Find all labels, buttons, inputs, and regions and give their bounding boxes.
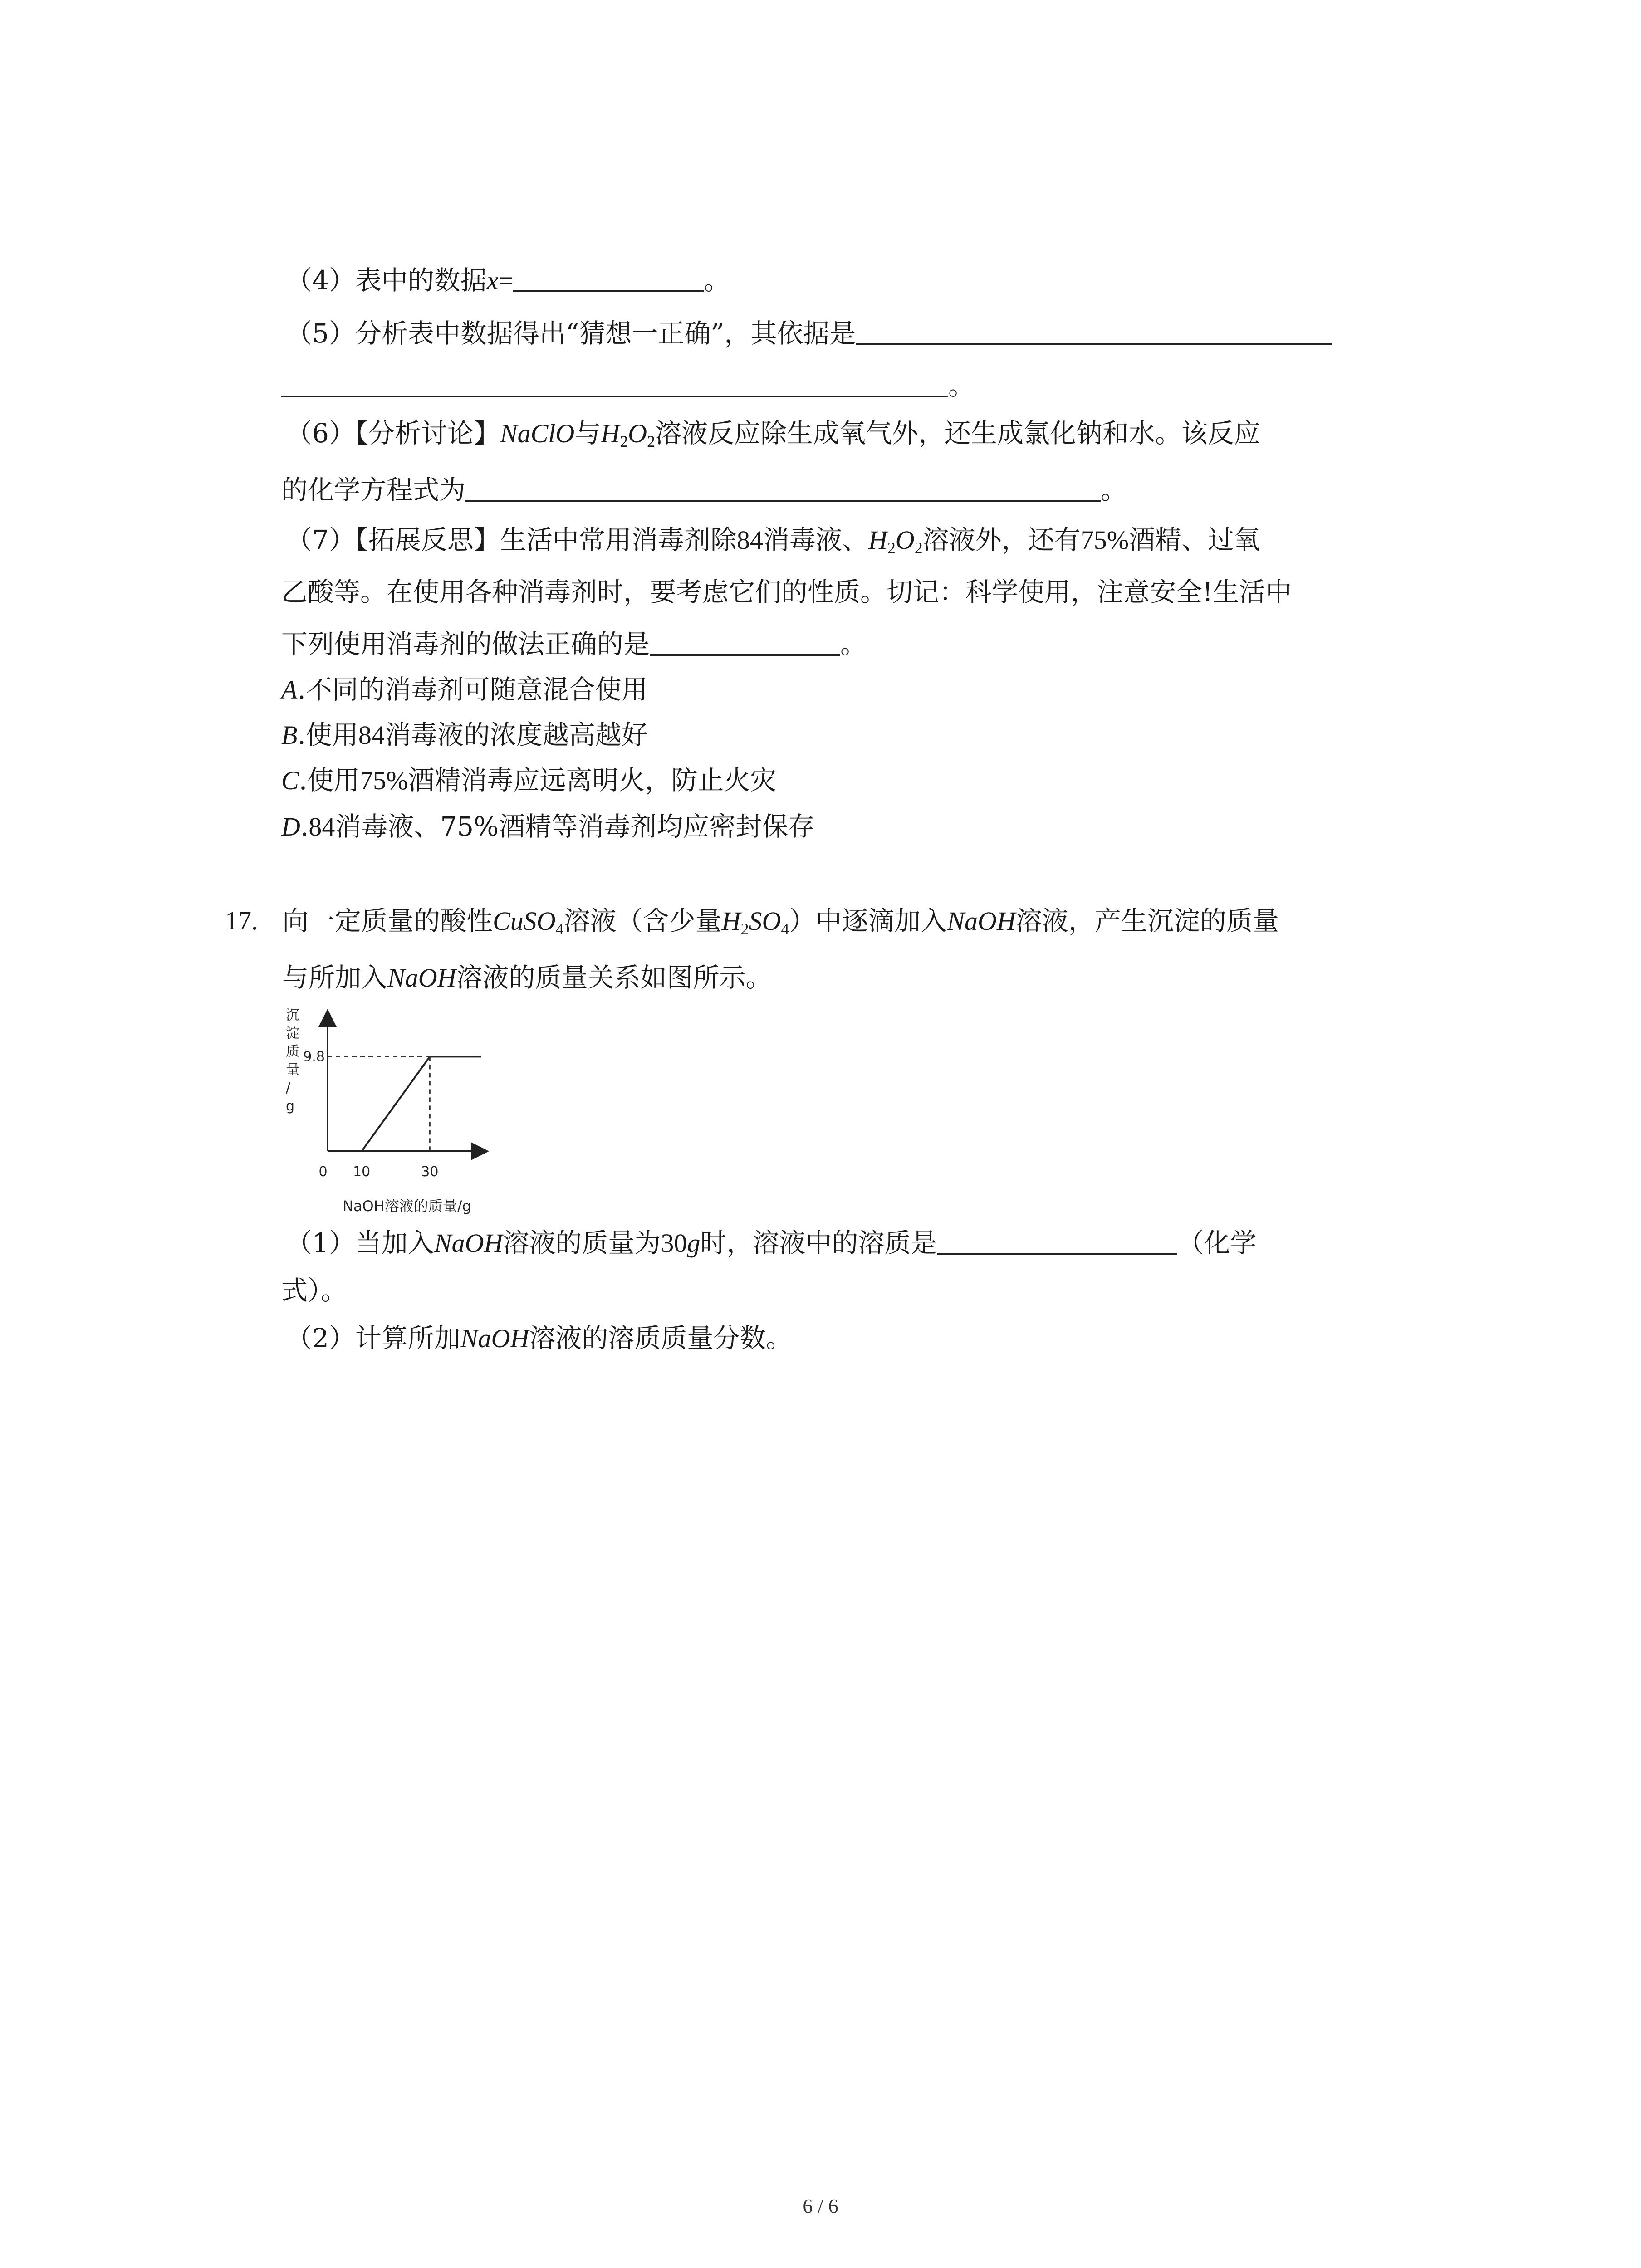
q16-item7-line3: 下列使用消毒剂的做法正确的是 。 bbox=[281, 626, 867, 662]
q16-item5: （5）分析表中数据得出“猜想一正确”，其依据是 bbox=[286, 315, 1332, 352]
option-d: D.84消毒液、75%酒精等消毒剂均应密封保存 bbox=[281, 811, 815, 842]
question-number-17: 17. bbox=[225, 906, 258, 935]
x-tick-label: 0 bbox=[318, 1164, 328, 1180]
q16-item5-cont: 。 bbox=[281, 367, 975, 404]
x-axis-label: NaOH溶液的质量/g bbox=[343, 1198, 471, 1215]
q16-item6-line2: 的化学方程式为 。 bbox=[281, 472, 1127, 508]
answer-blank-5a[interactable] bbox=[856, 315, 1332, 345]
q17-sub2: （2）计算所加NaOH溶液的溶质质量分数。 bbox=[286, 1323, 793, 1354]
q16-item7: （7）【拓展反思】生活中常用消毒剂除84消毒液、$H_2O_2$溶液外，还有75%酒精、过氧 bbox=[286, 524, 1261, 557]
page-number: 6 / 6 bbox=[803, 2195, 838, 2217]
option-c: C.使用75%酒精消毒应远离明火，防止火灾 bbox=[281, 765, 777, 796]
q16-item7-line2: 乙酸等。在使用各种消毒剂时，要考虑它们的性质。切记：科学使用，注意安全!生活中 bbox=[281, 577, 1292, 607]
option-a: A.不同的消毒剂可随意混合使用 bbox=[281, 674, 648, 705]
answer-blank-7[interactable] bbox=[650, 626, 840, 656]
precipitate-mass-chart bbox=[272, 1002, 563, 1229]
x-tick-label: 30 bbox=[421, 1164, 439, 1180]
y-axis-label: 沉淀质量/ g bbox=[286, 1007, 299, 1114]
answer-blank-5b[interactable] bbox=[281, 367, 948, 397]
q17-sub1-cont: 式）。 bbox=[281, 1275, 348, 1306]
q17-sub1: （1）当加入NaOH溶液的质量为30g时，溶液中的溶质是 （化学 bbox=[286, 1225, 1256, 1261]
y-tick-label: 9.8 bbox=[303, 1049, 325, 1065]
series-line bbox=[362, 1056, 481, 1151]
q16-item6: （6）【分析讨论】NaClO与$H_2O_2$溶液反应除生成氧气外，还生成氯化钠和水。该反应 bbox=[286, 418, 1261, 451]
answer-blank-17-1[interactable] bbox=[937, 1225, 1177, 1255]
option-b: B.使用84消毒液的浓度越高越好 bbox=[281, 719, 648, 750]
answer-blank-6[interactable] bbox=[465, 472, 1101, 502]
x-tick-label: 10 bbox=[353, 1164, 371, 1180]
q17-line1: 向一定质量的酸性CuSO$_4$溶液（含少量$H_2SO_4$）中逐滴加入NaOH溶液，产生沉淀的质量 bbox=[282, 905, 1279, 938]
answer-blank-4[interactable] bbox=[513, 262, 704, 292]
q17-line2: 与所加入NaOH溶液的质量关系如图所示。 bbox=[282, 962, 772, 993]
q16-item4: （4）表中的数据x= 。 bbox=[286, 262, 730, 299]
